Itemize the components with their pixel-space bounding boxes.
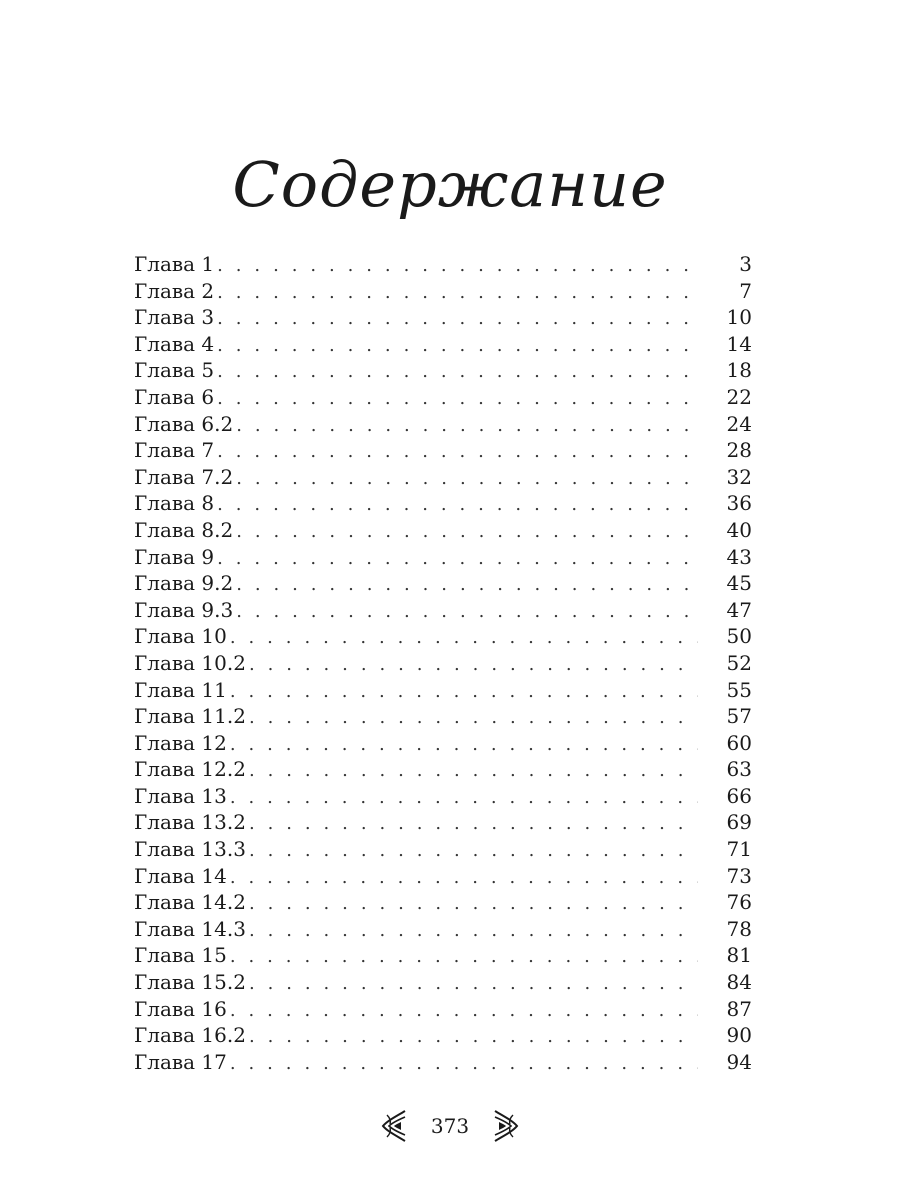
- page-title: Содержание: [232, 148, 668, 221]
- toc-entry: [134, 464, 752, 491]
- toc-dot-leader: [217, 306, 698, 331]
- toc-entry-label: Глава 6: [134, 384, 215, 409]
- toc-entry-page: 90: [726, 1023, 752, 1048]
- toc-dot-leader: [230, 944, 698, 969]
- toc-entry: [134, 1049, 752, 1076]
- toc-dot-leader: [236, 466, 698, 491]
- toc-entry-page: 57: [726, 704, 752, 729]
- ornament-left-icon: [381, 1109, 407, 1143]
- toc-entry-page: 63: [726, 757, 752, 782]
- toc-entry-page: 76: [726, 890, 752, 915]
- toc-entry-label: Глава 5: [134, 358, 215, 383]
- toc-entry-label: Глава 9.3: [134, 597, 234, 622]
- ornament-right-icon: [493, 1109, 519, 1143]
- toc-entry-page: 7: [739, 278, 752, 303]
- toc-entry-page: 32: [726, 464, 752, 489]
- toc-entry-page: 22: [726, 384, 752, 409]
- toc-entry: [134, 357, 752, 384]
- toc-dot-leader: [217, 546, 698, 571]
- toc-entry-label: Глава 11.2: [134, 704, 246, 729]
- toc-entry: [134, 1022, 752, 1049]
- toc-entry: [134, 490, 752, 517]
- toc-entry-page: 55: [726, 677, 752, 702]
- toc-entry: [134, 969, 752, 996]
- toc-entry-label: Глава 9: [134, 544, 215, 569]
- toc-dot-leader: [249, 971, 698, 996]
- toc-entry: [134, 597, 752, 624]
- toc-entry-page: 40: [726, 517, 752, 542]
- toc-entry-page: 50: [726, 624, 752, 649]
- toc-entry-label: Глава 17: [134, 1049, 227, 1074]
- toc-entry-label: Глава 13.2: [134, 810, 246, 835]
- toc-entry-page: 78: [726, 916, 752, 941]
- toc-dot-leader: [217, 439, 698, 464]
- toc-entry-page: 43: [726, 544, 752, 569]
- toc-dot-leader: [230, 865, 698, 890]
- toc-entry: [134, 517, 752, 544]
- toc-entry-page: 10: [726, 305, 752, 330]
- toc-entry-label: Глава 2: [134, 278, 215, 303]
- toc-dot-leader: [217, 280, 698, 305]
- toc-entry-page: 66: [726, 783, 752, 808]
- toc-entry: [134, 437, 752, 464]
- toc-entry-label: Глава 16.2: [134, 1023, 246, 1048]
- toc-dot-leader: [249, 1024, 698, 1049]
- toc-entry: [134, 544, 752, 571]
- toc-dot-leader: [249, 811, 698, 836]
- toc-entry-label: Глава 7: [134, 438, 215, 463]
- toc-dot-leader: [249, 891, 698, 916]
- toc-entry-label: Глава 3: [134, 305, 215, 330]
- toc-entry-page: 87: [726, 996, 752, 1021]
- toc-dot-leader: [230, 1051, 698, 1076]
- toc-entry: [134, 703, 752, 730]
- toc-entry: [134, 809, 752, 836]
- toc-entry-label: Глава 13.3: [134, 837, 246, 862]
- toc-entry: [134, 916, 752, 943]
- toc-dot-leader: [230, 679, 698, 704]
- toc-entry-label: Глава 14: [134, 863, 227, 888]
- toc-entry-page: 52: [726, 650, 752, 675]
- toc-entry-label: Глава 10: [134, 624, 227, 649]
- page-footer: [0, 1106, 900, 1146]
- toc-dot-leader: [230, 785, 698, 810]
- toc-entry-page: 18: [726, 358, 752, 383]
- toc-dot-leader: [236, 519, 698, 544]
- toc-dot-leader: [249, 652, 698, 677]
- toc-entry: [134, 677, 752, 704]
- toc-entry: [134, 836, 752, 863]
- toc-dot-leader: [230, 625, 698, 650]
- toc-entry-page: 94: [726, 1049, 752, 1074]
- toc-entry-label: Глава 9.2: [134, 571, 234, 596]
- toc-entry: [134, 570, 752, 597]
- toc-entry: [134, 411, 752, 438]
- toc-entry-label: Глава 12: [134, 730, 227, 755]
- toc-dot-leader: [236, 413, 698, 438]
- toc-entry-page: 14: [726, 331, 752, 356]
- toc-entry-label: Глава 15.2: [134, 970, 246, 995]
- toc-entry-page: 36: [726, 491, 752, 516]
- toc-entry-page: 81: [726, 943, 752, 968]
- toc-dot-leader: [249, 838, 698, 863]
- toc-entry-page: 24: [726, 411, 752, 436]
- toc-entry-label: Глава 13: [134, 783, 227, 808]
- toc-entry: [134, 730, 752, 757]
- toc-dot-leader: [249, 918, 698, 943]
- toc-entry-label: Глава 1: [134, 252, 215, 276]
- toc-entry: [134, 996, 752, 1023]
- toc-dot-leader: [236, 599, 698, 624]
- toc-entry-label: Глава 7.2: [134, 464, 234, 489]
- toc-entry-label: Глава 12.2: [134, 757, 246, 782]
- toc-entry-page: 3: [739, 252, 752, 276]
- toc-entry-page: 73: [726, 863, 752, 888]
- toc-entry-label: Глава 4: [134, 331, 215, 356]
- toc-entry-label: Глава 11: [134, 677, 227, 702]
- toc-entry: [134, 623, 752, 650]
- toc-entry-page: 28: [726, 438, 752, 463]
- toc-entry: [134, 889, 752, 916]
- toc-entry: [134, 756, 752, 783]
- toc-entry-page: 71: [726, 837, 752, 862]
- toc-entry-label: Глава 10.2: [134, 650, 246, 675]
- toc-entry-page: 60: [726, 730, 752, 755]
- toc-dot-leader: [217, 253, 698, 278]
- toc-entry-label: Глава 6.2: [134, 411, 234, 436]
- toc-entry: [134, 278, 752, 305]
- toc-entry: [134, 384, 752, 411]
- toc-entry-page: 47: [726, 597, 752, 622]
- toc-dot-leader: [230, 998, 698, 1023]
- toc-dot-leader: [217, 492, 698, 517]
- toc-entry-label: Глава 14.2: [134, 890, 246, 915]
- toc-entry: [134, 783, 752, 810]
- toc-entry-page: 69: [726, 810, 752, 835]
- toc-entry-label: Глава 14.3: [134, 916, 246, 941]
- table-of-contents: [134, 251, 752, 1075]
- toc-dot-leader: [230, 732, 698, 757]
- toc-entry: [134, 304, 752, 331]
- page-number: 373: [430, 1114, 470, 1138]
- toc-entry-page: 45: [726, 571, 752, 596]
- toc-dot-leader: [249, 758, 698, 783]
- toc-dot-leader: [236, 572, 698, 597]
- toc-entry: [134, 942, 752, 969]
- toc-entry-label: Глава 8: [134, 491, 215, 516]
- toc-entry: [134, 650, 752, 677]
- toc-entry-label: Глава 8.2: [134, 517, 234, 542]
- toc-entry: [134, 251, 752, 278]
- toc-entry: [134, 863, 752, 890]
- toc-entry-label: Глава 15: [134, 943, 227, 968]
- toc-entry-label: Глава 16: [134, 996, 227, 1021]
- toc-entry: [134, 331, 752, 358]
- toc-dot-leader: [217, 333, 698, 358]
- toc-entry-page: 84: [726, 970, 752, 995]
- toc-dot-leader: [217, 359, 698, 384]
- toc-dot-leader: [217, 386, 698, 411]
- toc-dot-leader: [249, 705, 698, 730]
